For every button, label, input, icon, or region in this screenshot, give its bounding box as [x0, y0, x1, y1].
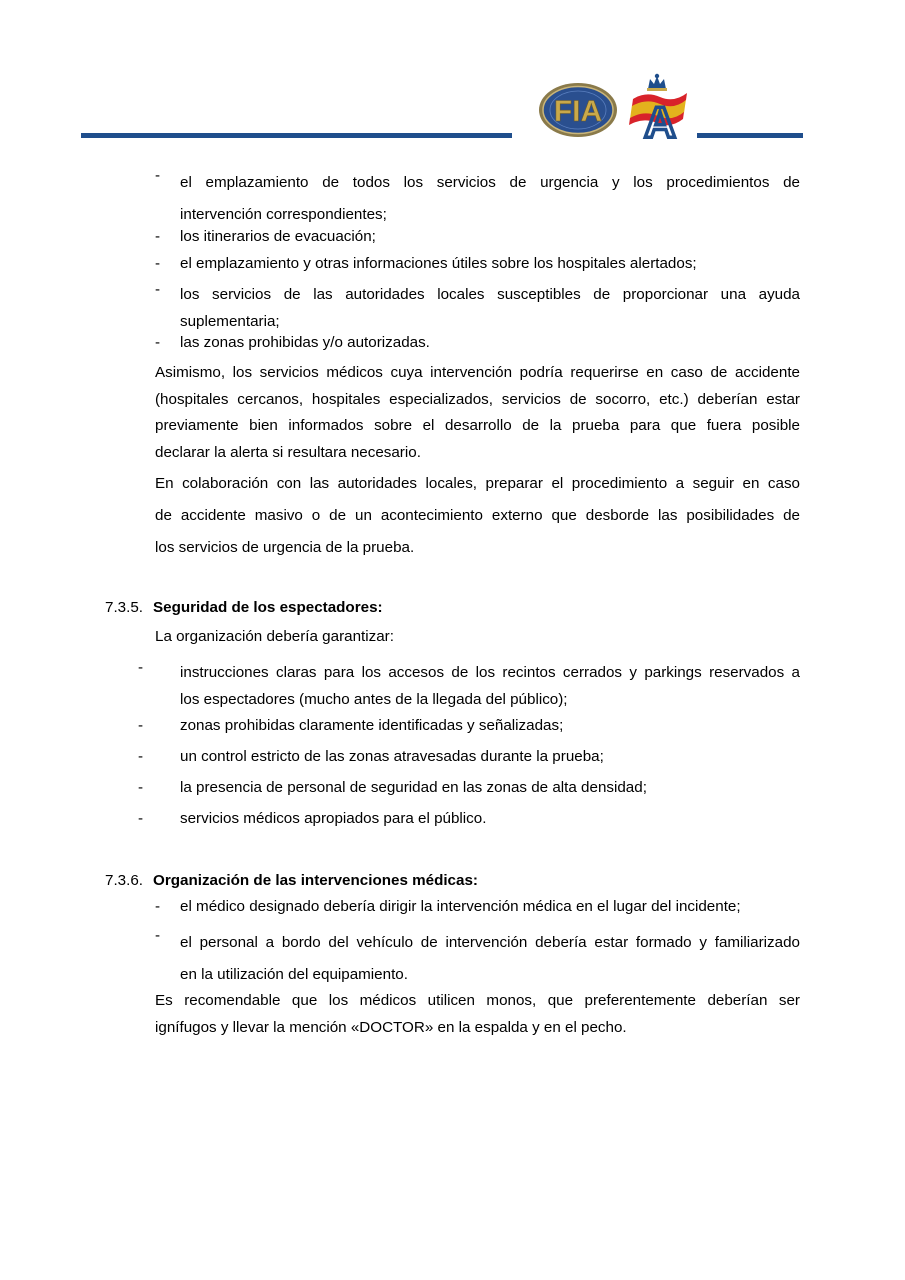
list-dash: - — [155, 255, 161, 272]
list-item-line: en la utilización del equipamiento. — [180, 966, 408, 983]
paragraph-line: los servicios de urgencia de la prueba. — [155, 539, 415, 556]
list-item-line: el personal a bordo del vehículo de intervención debería estar formado y familiarizado — [180, 934, 800, 951]
paragraph-line: La organización debería garantizar: — [155, 628, 394, 645]
header-rule-left — [81, 133, 512, 138]
list-dash: - — [138, 659, 144, 676]
rfea-logo — [624, 71, 690, 139]
paragraph-line: de accidente masivo o de un acontecimiento externo que desborde las posibilidades de — [155, 507, 800, 524]
list-item-line: los servicios de las autoridades locales susceptibles de proporcionar una ayuda — [180, 286, 800, 303]
section-intro — [155, 628, 800, 646]
fia-logo — [538, 82, 618, 138]
list-dash: - — [155, 281, 161, 298]
paragraph-line: previamente bien informados sobre el desarrollo de la prueba para que fuera posible — [155, 417, 800, 434]
list-dash: - — [155, 927, 161, 944]
list-item-line: la presencia de personal de seguridad en las zonas de alta densidad; — [180, 779, 647, 796]
paragraph-mass-accident — [155, 468, 800, 564]
list-item-line: instrucciones claras para los accesos de los recintos cerrados y parkings reservados a — [180, 664, 800, 681]
list-item-line: las zonas prohibidas y/o autorizadas. — [180, 334, 430, 351]
list-item-line: intervención correspondientes; — [180, 206, 387, 223]
list-dash: - — [155, 228, 161, 245]
section-title: Seguridad de los espectadores: — [153, 599, 383, 616]
svg-text:FIA: FIA — [553, 95, 603, 128]
list-item-line: zonas prohibidas claramente identificadas y señalizadas; — [180, 717, 564, 734]
paragraph-line: (hospitales cercanos, hospitales especializados, servicios de socorro, etc.) deberían estar — [155, 390, 800, 408]
list-item-line: los itinerarios de evacuación; — [180, 228, 376, 245]
section-heading-7-3-5 — [105, 599, 383, 616]
list-dash: - — [155, 334, 161, 351]
list-item-line: suplementaria; — [180, 313, 280, 330]
list-item-line: servicios médicos apropiados para el público. — [180, 810, 487, 827]
list-dash: - — [155, 898, 161, 915]
header-rule-right — [697, 133, 803, 138]
list-dash: - — [138, 779, 144, 796]
paragraph-line: En colaboración con las autoridades locales, preparar el procedimiento a seguir en caso — [155, 475, 800, 492]
paragraph-line: declarar la alerta si resultara necesario. — [155, 443, 421, 461]
paragraph-line: Es recomendable que los médicos utilicen monos, que preferentemente deberían ser — [155, 992, 800, 1009]
section-title: Organización de las intervenciones médicas: — [153, 872, 478, 889]
svg-text:A: A — [644, 98, 676, 139]
list-item-line: el médico designado debería dirigir la intervención médica en el lugar del incidente; — [180, 898, 741, 915]
paragraph-line: Asimismo, los servicios médicos cuya intervención podría requerirse en caso de accidente — [155, 364, 800, 381]
section-number: 7.3.5. — [105, 599, 143, 616]
list-item-line: un control estricto de las zonas atravesadas durante la prueba; — [180, 748, 604, 765]
section-heading-7-3-6 — [105, 872, 478, 889]
list-dash: - — [138, 810, 144, 827]
list-item-line: los espectadores (mucho antes de la llegada del público); — [180, 691, 568, 708]
paragraph-line: ignífugos y llevar la mención «DOCTOR» en la espalda y en el pecho. — [155, 1018, 627, 1036]
paragraph-doctor-suits — [155, 988, 800, 1041]
list-dash: - — [155, 167, 161, 184]
list-item-line: el emplazamiento de todos los servicios de urgencia y los procedimientos de — [180, 174, 800, 191]
paragraph-medical-services — [155, 360, 800, 466]
list-dash: - — [138, 748, 144, 765]
list-item-line: el emplazamiento y otras informaciones útiles sobre los hospitales alertados; — [180, 255, 697, 272]
list-dash: - — [138, 717, 144, 734]
section-number: 7.3.6. — [105, 872, 143, 889]
